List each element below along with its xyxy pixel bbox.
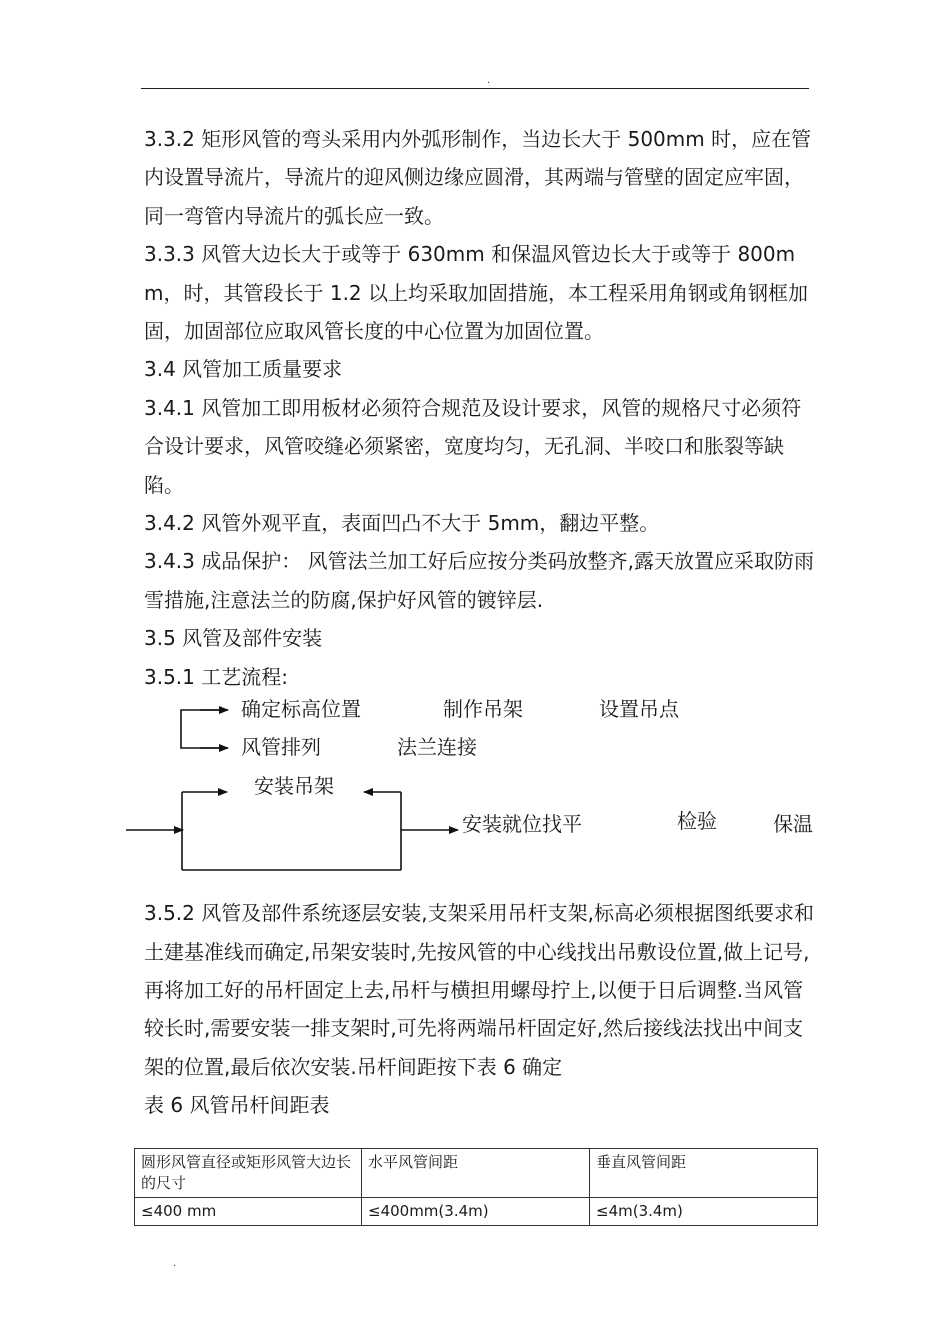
heading-3-5: 3.5 风管及部件安装 <box>144 626 323 651</box>
flow-step-elevation: 确定标高位置 <box>241 697 361 722</box>
heading-3-4: 3.4 风管加工质量要求 <box>144 357 343 382</box>
table-header-cell: 圆形风管直径或矩形风管大边长的尺寸 <box>135 1149 362 1198</box>
para-3-4-3: 3.4.3 成品保护： 风管法兰加工好后应按分类码放整齐,露天放置应采取防雨雪措施,注意法兰的防腐,保护好风管的镀锌层. <box>144 549 814 612</box>
table-row <box>135 1198 818 1226</box>
para-3-3-3: 3.3.3 风管大边长大于或等于 630mm 和保温风管边长大于或等于 800mm，时，其管段长于 1.2 以上均采取加固措施，本工程采用角钢或角钢框加固，加固部位应取风管长度的中心位置为加固位置。 <box>144 242 809 344</box>
para-3-3-2: 3.3.2 矩形风管的弯头采用内外弧形制作，当边长大于 500mm 时，应在管内设置导流片，导流片的迎风侧边缘应圆滑，其两端与管壁的固定应牢固，同一弯管内导流片的弧长应一致。 <box>144 127 812 228</box>
flow-step-flange-connect: 法兰连接 <box>397 735 477 760</box>
flow-step-hang-point: 设置吊点 <box>599 697 679 722</box>
para-3-4-2: 3.4.2 风管外观平直，表面凹凸不大于 5mm，翻边平整。 <box>144 511 660 536</box>
table-header-cell: 垂直风管间距 <box>590 1149 818 1198</box>
table-cell: ≤400mm(3.4m) <box>362 1198 590 1226</box>
para-3-4-1: 3.4.1 风管加工即用板材必须符合规范及设计要求，风管的规格尺寸必须符合设计要求，风管咬缝必须紧密，宽度均匀，无孔洞、半咬口和胀裂等缺陷。 <box>144 395 802 497</box>
process-flow-diagram <box>144 696 814 894</box>
flow-step-install-hanger: 安装吊架 <box>254 774 334 799</box>
flow-step-duct-arrange: 风管排列 <box>241 735 321 760</box>
flow-step-inspect: 检验 <box>677 809 717 834</box>
flow-step-make-hanger: 制作吊架 <box>443 697 523 722</box>
header-rule <box>141 88 809 89</box>
flow-step-install-level: 安装就位找平 <box>462 812 582 837</box>
flow-connectors <box>0 696 950 894</box>
heading-3-5-1: 3.5.1 工艺流程: <box>144 664 288 689</box>
para-3-5-2: 3.5.2 风管及部件系统逐层安装,支架采用吊杆支架,标高必须根据图纸要求和土建基准线而确定,吊架安装时,先按风管的中心线找出吊敷设位置,做上记号,再将加工好的吊杆固定上去,吊杆与横担用螺母拧上,以便于日后调整.当风管较长时,需要安装一排支架时,可先将两端吊杆固定好,然后接线法找出中间支架的位置,最后依次安装.吊杆间距按下表 6 确定 <box>144 901 814 1079</box>
footer-dot: . <box>173 1258 177 1269</box>
flow-step-insulate: 保温 <box>773 812 813 837</box>
table-header-cell: 水平风管间距 <box>362 1149 590 1198</box>
document-body <box>144 120 814 1125</box>
table-cell: ≤4m(3.4m) <box>590 1198 818 1226</box>
table-cell: ≤400 mm <box>135 1198 362 1226</box>
header-dot: . <box>487 75 491 86</box>
duct-hanger-spacing-table <box>134 1148 818 1226</box>
table-caption: 表 6 风管吊杆间距表 <box>144 1093 330 1118</box>
table-header-row <box>135 1149 818 1198</box>
bracket-line <box>181 710 227 748</box>
